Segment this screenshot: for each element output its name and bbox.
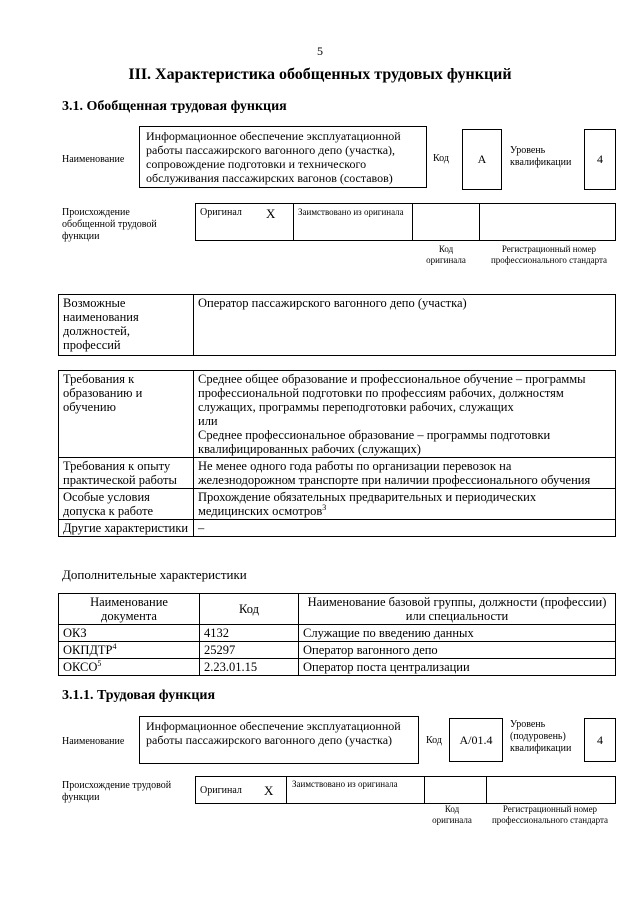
divider [286, 777, 287, 803]
divider [486, 777, 487, 803]
gtf-name-value: Информационное обеспечение эксплуатационной работы пассажирского вагонного депо (участка), сопровождение подготовки и технического обслуживания пассажирских вагонов (составов) [146, 129, 401, 185]
text-fragment: медицинских осмотров [198, 504, 323, 518]
footnote-ref: 5 [97, 658, 102, 668]
gtf-level-box [584, 129, 616, 190]
additional-heading: Дополнительные характеристики [62, 567, 247, 582]
row-name: Оператор вагонного депо [299, 642, 616, 659]
text-line: Среднее общее образование и профессиональное обучение – программы [198, 372, 586, 386]
gtf-level-label: Уровень квалификации [510, 145, 572, 168]
col-doc-header: Наименование документа [59, 594, 200, 625]
text-line: квалифицированных рабочих (служащих) [198, 442, 421, 456]
row-doc [59, 642, 200, 659]
text-line: Прохождение обязательных предварительных и периодических [198, 490, 537, 504]
tf-borrowed-label: Заимствовано из оригинала [292, 779, 398, 789]
tf-level-label: Уровень (подуровень) квалификации [510, 719, 572, 754]
page-number: 5 [317, 44, 323, 58]
text-line: железнодорожном транспорте при наличии профессионального обучения [198, 473, 591, 487]
tf-code-box [449, 718, 503, 762]
tf-origin-label: Происхождение трудовой функции [62, 780, 172, 803]
req-other-label: Другие характеристики [59, 520, 194, 537]
req-experience-value [194, 458, 616, 489]
gtf-origin-table [195, 203, 616, 241]
table-row [59, 642, 616, 659]
text-line [198, 504, 611, 518]
req-conditions-value [194, 489, 616, 520]
table-row [59, 659, 616, 676]
row-doc [59, 625, 200, 642]
col-name-header: Наименование базовой группы, должности (профессии) или специальности [299, 594, 616, 625]
positions-value: Оператор пассажирского вагонного депо (участка) [194, 295, 616, 356]
positions-table [58, 294, 616, 356]
tf-original-label: Оригинал [200, 785, 242, 796]
row-doc [59, 659, 200, 676]
positions-label: Возможные наименования должностей, профессий [59, 295, 194, 356]
gtf-reg-number-caption: Регистрационный номер профессионального стандарта [490, 244, 608, 265]
gtf-borrowed-label: Заимствовано из оригинала [298, 207, 404, 217]
footnote-ref: 4 [112, 641, 117, 651]
gtf-level-value: 4 [597, 152, 603, 166]
footnote-ref: 3 [322, 502, 327, 512]
doc-name: ОКЗ [63, 626, 87, 640]
req-experience-label: Требования к опыту практической работы [59, 458, 194, 489]
doc-name: ОКПДТР [63, 643, 113, 657]
text-line: профессиональной подготовки по профессиям рабочих, должностям [198, 386, 564, 400]
req-education-label: Требования к образованию и обучению [59, 371, 194, 458]
tf-name-label: Наименование [62, 736, 125, 747]
tf-level-box [584, 718, 616, 762]
text-line: или [198, 414, 218, 428]
divider [412, 204, 413, 240]
table-row [59, 625, 616, 642]
row-code: 25297 [200, 642, 299, 659]
tf-level-value: 4 [597, 733, 603, 747]
tf-name-box [139, 716, 419, 764]
gtf-code-value: A [477, 152, 487, 166]
requirements-table [58, 370, 616, 537]
req-education-value [194, 371, 616, 458]
section-title: III. Характеристика обобщенных трудовых функций [128, 66, 512, 83]
tf-code-label: Код [426, 735, 442, 746]
tf-reg-number-caption: Регистрационный номер профессионального стандарта [491, 804, 609, 825]
gtf-origin-label: Происхождение обобщенной трудовой функции [62, 207, 157, 242]
gtf-original-label: Оригинал [200, 207, 242, 218]
row-name: Оператор поста централизации [299, 659, 616, 676]
text-line: служащих, программы переподготовки рабочих, служащих [198, 400, 514, 414]
row-name: Служащие по введению данных [299, 625, 616, 642]
row-code: 2.23.01.15 [200, 659, 299, 676]
tf-code-value: A/01.4 [459, 733, 493, 747]
tf-name-value: Информационное обеспечение эксплуатационной работы пассажирского вагонного депо (участка) [146, 719, 401, 747]
text-line: Не менее одного года работы по организации перевозок на [198, 459, 512, 473]
divider [293, 204, 294, 240]
doc-name: ОКСО [63, 660, 98, 674]
divider [424, 777, 425, 803]
additional-table [58, 593, 616, 676]
tf-origin-table [195, 776, 616, 804]
gtf-code-label: Код [433, 153, 449, 164]
gtf-code-box [462, 129, 502, 190]
gtf-original-mark: X [266, 206, 276, 221]
text-line: Среднее профессиональное образование – программы подготовки [198, 428, 551, 442]
req-conditions-label: Особые условия допуска к работе [59, 489, 194, 520]
req-other-value: – [194, 520, 616, 537]
tf-heading: 3.1.1. Трудовая функция [62, 688, 216, 703]
gtf-heading: 3.1. Обобщенная трудовая функция [62, 99, 287, 114]
tf-code-original-caption: Код оригинала [432, 804, 472, 825]
row-code: 4132 [200, 625, 299, 642]
gtf-name-box [139, 126, 427, 188]
tf-original-mark: X [264, 783, 274, 798]
divider [479, 204, 480, 240]
gtf-code-original-caption: Код оригинала [426, 244, 466, 265]
col-code-header: Код [200, 594, 299, 625]
gtf-name-label: Наименование [62, 154, 125, 165]
